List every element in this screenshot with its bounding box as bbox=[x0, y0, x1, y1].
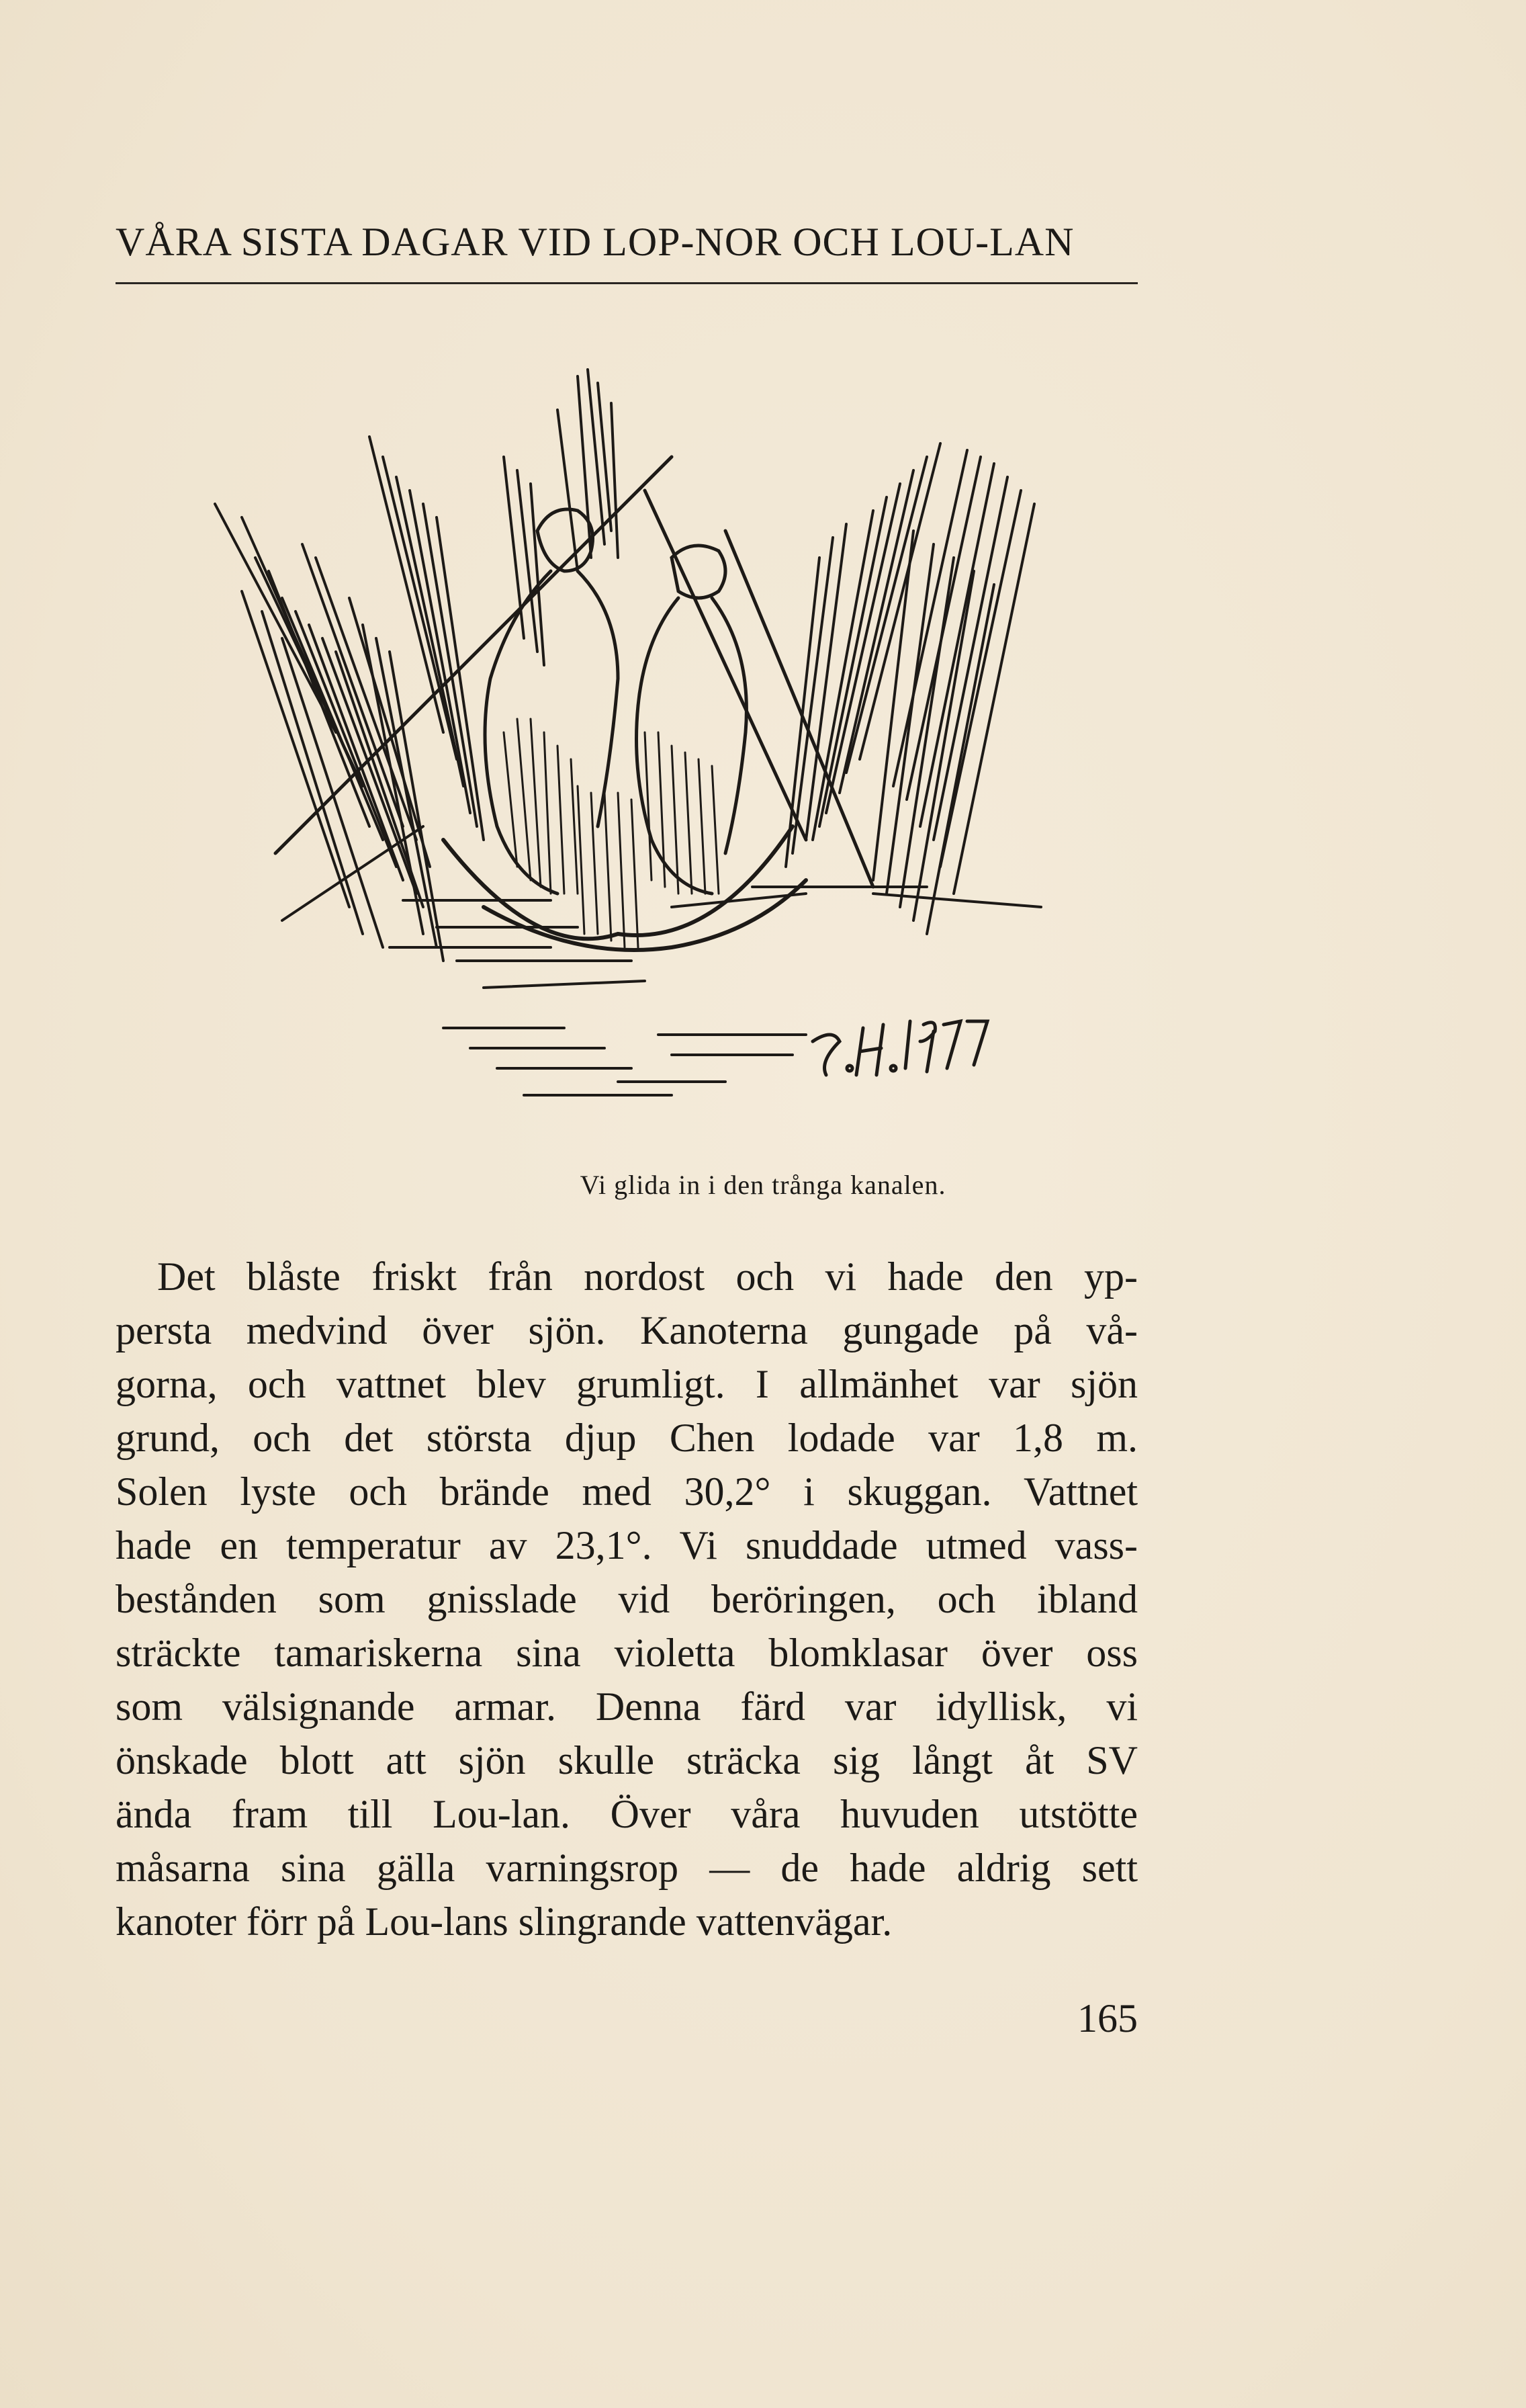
text-line: Solen lyste och brände med 30,2° i skuggan. Vattnet bbox=[116, 1469, 1138, 1514]
page-number: 165 bbox=[1077, 1996, 1138, 2040]
body-paragraph bbox=[116, 1250, 1138, 1948]
text-line: som välsignande armar. Denna färd var idyllisk, vi bbox=[116, 1684, 1138, 1729]
text-line: Det blåste friskt från nordost och vi hade den yp- bbox=[157, 1254, 1138, 1299]
text-line: önskade blott att sjön skulle sträcka sig långt åt SV bbox=[116, 1738, 1138, 1782]
text-line: sträckte tamariskerna sina violetta blomklasar över oss bbox=[116, 1631, 1138, 1675]
running-head: VÅRA SISTA DAGAR VID LOP-NOR OCH LOU-LAN bbox=[116, 220, 1075, 264]
text-line: bestånden som gnisslade vid beröringen, och ibland bbox=[116, 1577, 1138, 1621]
text-line: grund, och det största djup Chen lodade var 1,8 m. bbox=[116, 1416, 1138, 1460]
text-line: måsarna sina gälla varningsrop — de hade aldrig sett bbox=[116, 1846, 1138, 1890]
figure-caption: Vi glida in i den trånga kanalen. bbox=[580, 1170, 946, 1200]
text-line: gorna, och vattnet blev grumligt. I allmänhet var sjön bbox=[116, 1362, 1138, 1406]
text-line: kanoter förr på Lou-lans slingrande vattenvägar. bbox=[116, 1899, 893, 1944]
text-line: ända fram till Lou-lan. Över våra huvuden utstötte bbox=[116, 1792, 1138, 1836]
text-line: persta medvind över sjön. Kanoterna gungade på vå- bbox=[116, 1308, 1138, 1352]
header-rule bbox=[116, 282, 1138, 284]
text-line: hade en temperatur av 23,1°. Vi snuddade utmed vass- bbox=[116, 1523, 1138, 1567]
reed-canoe-illustration bbox=[201, 356, 1075, 1149]
